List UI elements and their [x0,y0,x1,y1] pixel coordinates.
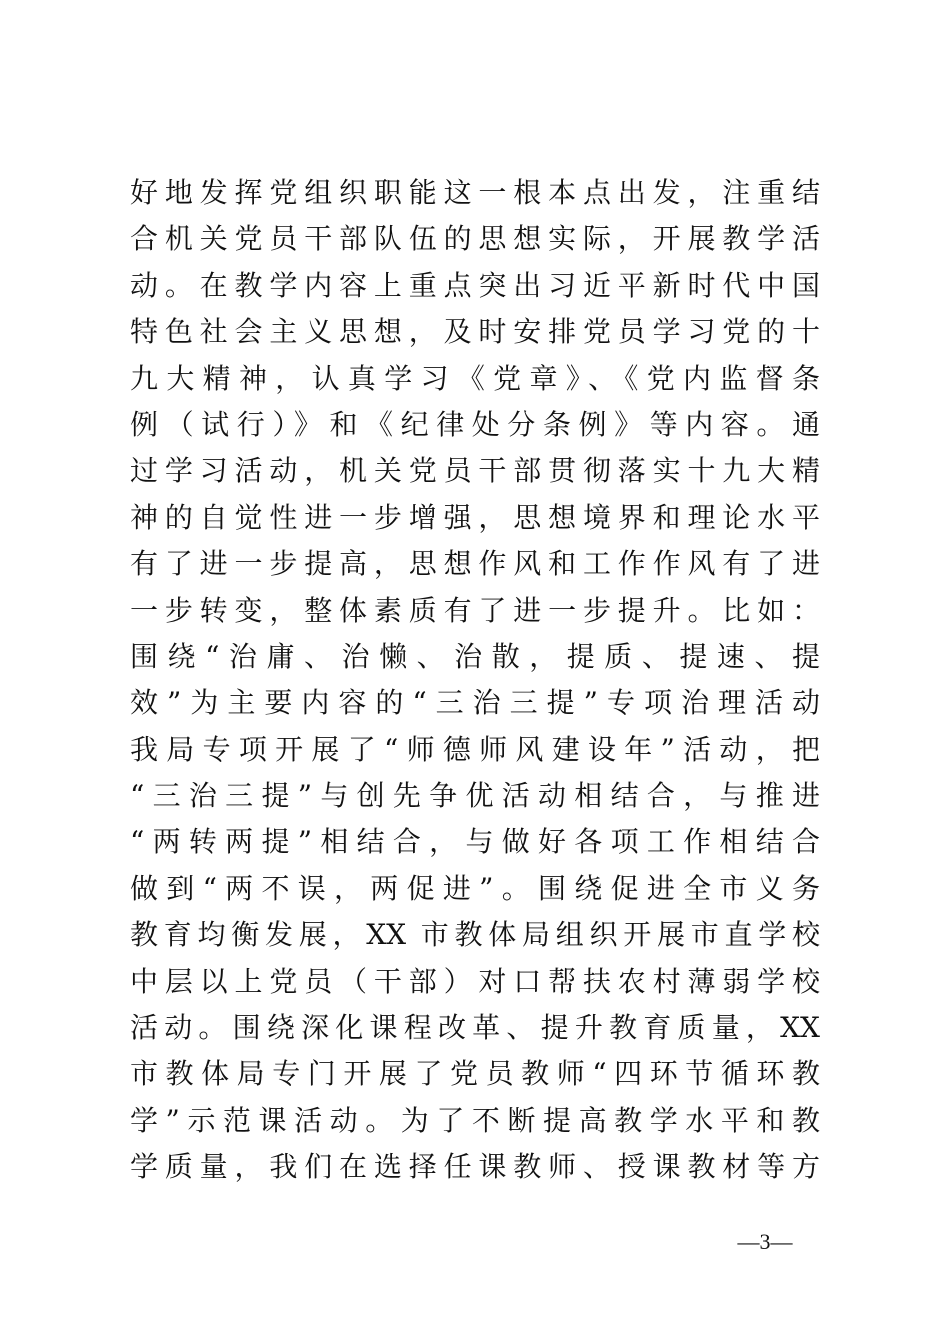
text-line: 一步转变，整体素质有了进一步提升。比如： [130,593,820,627]
text-line: 九大精神，认真学习《党章》、《党内监督条 [130,361,820,395]
text-line: 市教体局专门开展了党员教师“四环节循环教 [130,1057,820,1091]
text-line: “三治三提”与创先争优活动相结合，与推进 [130,779,820,813]
text-line: 过学习活动，机关党员干部贯彻落实十九大精 [130,454,820,488]
text-line: 合机关党员干部队伍的思想实际，开展教学活 [130,222,820,256]
text-line: 特色社会主义思想，及时安排党员学习党的十 [130,315,820,349]
body-text [130,170,820,1191]
text-line: 动。在教学内容上重点突出习近平新时代中国 [130,268,820,302]
text-line: 中层以上党员（干部）对口帮扶农村薄弱学校 [130,964,820,998]
text-line: 好地发挥党组织职能这一根本点出发，注重结 [130,176,820,209]
text-line: 活动。围绕深化课程改革、提升教育质量，XX [130,1011,820,1045]
text-line: 有了进一步提高，思想作风和工作作风有了进 [130,547,820,581]
text-line: 做到“两不误，两促进”。围绕促进全市义务 [130,871,820,905]
page-number: —3— [737,1229,793,1254]
text-line: 效”为主要内容的“三治三提”专项治理活动 [130,686,820,720]
text-line: 学质量，我们在选择任课教师、授课教材等方 [130,1150,820,1184]
text-line: 例（试行）》和《纪律处分条例》等内容。通 [130,407,820,441]
text-line: 神的自觉性进一步增强，思想境界和理论水平 [130,500,820,534]
text-line: 学”示范课活动。为了不断提高教学水平和教 [130,1103,820,1137]
text-line: 围绕“治庸、治懒、治散，提质、提速、提 [130,639,820,673]
text-line: 我局专项开展了“师德师风建设年”活动，把 [130,732,820,766]
text-line: 教育均衡发展，XX 市教体局组织开展市直学校 [130,918,820,952]
text-line: “两转两提”相结合，与做好各项工作相结合 [130,825,820,859]
